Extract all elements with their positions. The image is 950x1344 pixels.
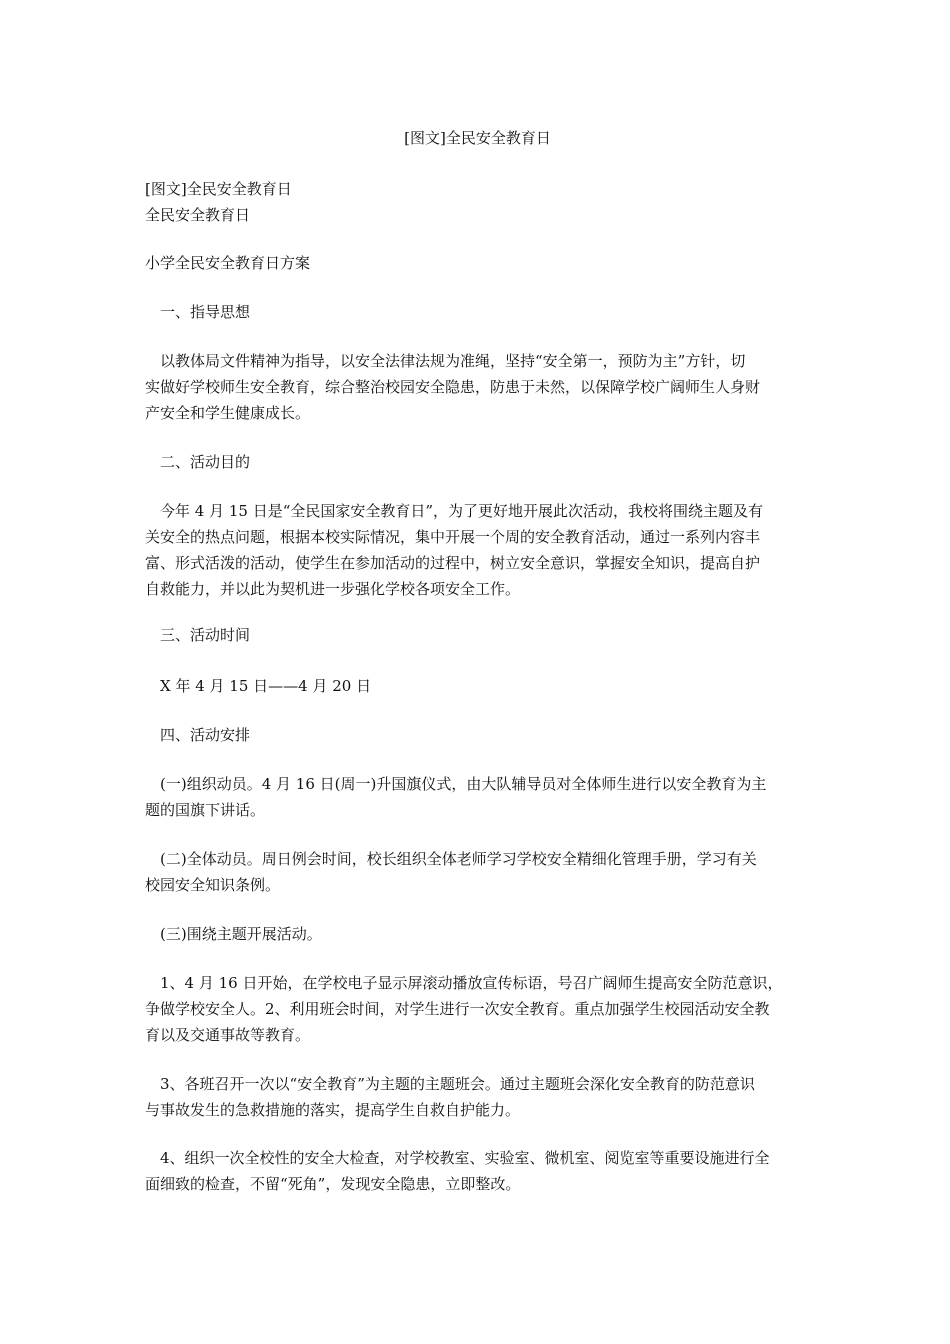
activity-time-text: X 年 4 月 15 日——4 月 20 日 (160, 677, 372, 695)
paragraph-line: 实做好学校师生安全教育，综合整治校园安全隐患，防患于未然，以保障学校广阔师生人身财 (145, 378, 761, 396)
section-heading-text: 四、活动安排 (160, 726, 251, 744)
header-line: [图文]全民安全教育日 (145, 180, 292, 198)
header-line: 全民安全教育日 (145, 206, 251, 224)
section-heading-1 (145, 299, 810, 325)
section-1-paragraph (145, 348, 810, 426)
paragraph-line: 与事故发生的急救措施的落实，提高学生自救自护能力。 (145, 1101, 521, 1119)
arrangement-paragraph-5 (145, 1071, 810, 1123)
subtitle-text: 小学全民安全教育日方案 (145, 254, 311, 272)
subtitle (145, 250, 810, 276)
paragraph-line: (三)围绕主题开展活动。 (160, 925, 322, 943)
arrangement-paragraph-2 (145, 846, 810, 898)
paragraph-line: 题的国旗下讲话。 (145, 801, 266, 819)
section-heading-3 (145, 622, 810, 648)
document-title: [图文]全民安全教育日 (404, 129, 551, 147)
paragraph-line: 1、4 月 16 日开始，在学校电子显示屏滚动播放宣传标语，号召广阔师生提高安全防范意识， (160, 974, 783, 992)
document-page (145, 0, 810, 1344)
paragraph-line: 3、各班召开一次以“安全教育”为主题的主题班会。通过主题班会深化安全教育的防范意识 (160, 1075, 755, 1093)
paragraph-line: 富、形式活泼的活动，使学生在参加活动的过程中，树立安全意识，掌握安全知识，提高自护 (145, 554, 761, 572)
paragraph-line: 校园安全知识条例。 (145, 876, 281, 894)
paragraph-line: 4、组织一次全校性的安全大检查，对学校教室、实验室、微机室、阅览室等重要设施进行全 (160, 1149, 770, 1167)
paragraph-line: 争做学校安全人。2、利用班会时间，对学生进行一次安全教育。重点加强学生校园活动安全教 (145, 1000, 770, 1018)
section-heading-text: 三、活动时间 (160, 626, 251, 644)
paragraph-line: 关安全的热点问题，根据本校实际情况，集中开展一个周的安全教育活动，通过一系列内容丰 (145, 528, 761, 546)
paragraph-line: (二)全体动员。周日例会时间，校长组织全体老师学习学校安全精细化管理手册，学习有关 (160, 850, 757, 868)
arrangement-paragraph-1 (145, 771, 810, 823)
arrangement-paragraph-3 (145, 921, 810, 947)
paragraph-line: 育以及交通事故等教育。 (145, 1026, 311, 1044)
paragraph-line: (一)组织动员。4 月 16 日(周一)升国旗仪式，由大队辅导员对全体师生进行以安全教育为主 (160, 775, 767, 793)
paragraph-line: 产安全和学生健康成长。 (145, 404, 311, 422)
header-block (145, 176, 810, 228)
activity-time (145, 673, 810, 699)
section-heading-text: 二、活动目的 (160, 453, 251, 471)
paragraph-line: 以教体局文件精神为指导，以安全法律法规为准绳，坚持“安全第一，预防为主”方针，切 (160, 352, 746, 370)
paragraph-line: 自救能力，并以此为契机进一步强化学校各项安全工作。 (145, 580, 521, 598)
arrangement-paragraph-4 (145, 970, 810, 1048)
paragraph-line: 今年 4 月 15 日是“全民国家安全教育日”，为了更好地开展此次活动，我校将围绕主题及有 (160, 502, 764, 520)
paragraph-line: 面细致的检查，不留“死角”，发现安全隐患，立即整改。 (145, 1175, 521, 1193)
section-heading-4 (145, 722, 810, 748)
section-2-paragraph (145, 498, 810, 602)
arrangement-paragraph-6 (145, 1145, 810, 1197)
section-heading-2 (145, 449, 810, 475)
section-heading-text: 一、指导思想 (160, 303, 251, 321)
